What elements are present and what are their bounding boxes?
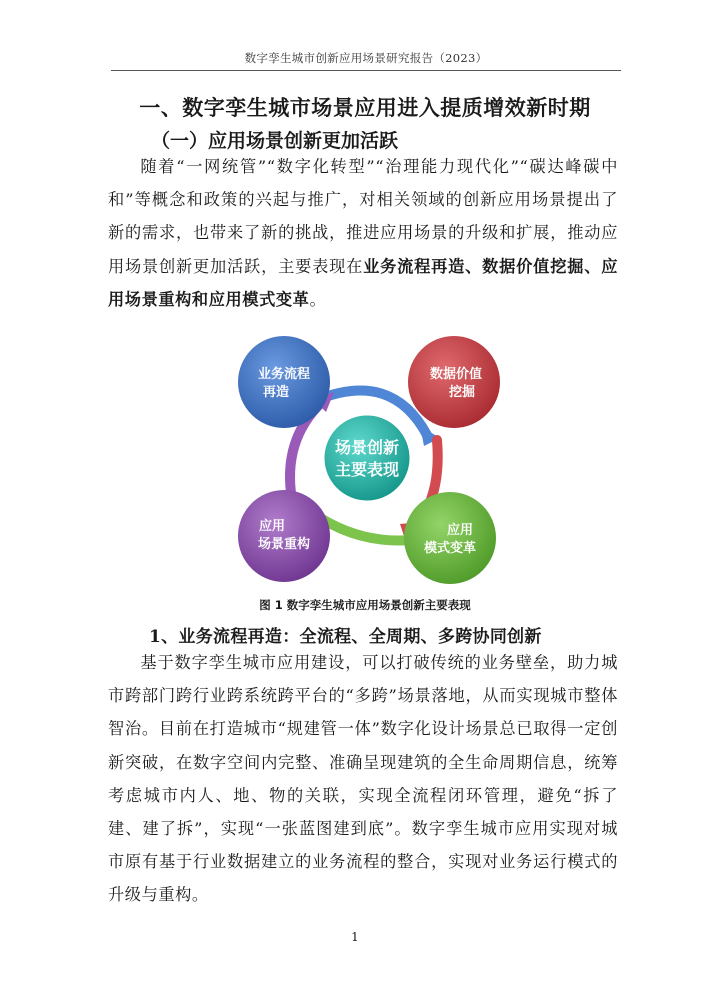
figure-caption: 图 1 数字孪生城市应用场景创新主要表现 (259, 598, 471, 612)
circle-scene-restructure (238, 490, 330, 582)
intro-end: 。 (309, 289, 327, 309)
running-header: 数字孪生城市创新应用场景研究报告（2023） (244, 51, 488, 65)
blue-label-1: 业务流程 (257, 367, 311, 382)
intro-text: 随着“一网统管”“数字化转型”“治理能力现代化”“碳达峰碳中和”等概念和政策的兴起与推广，对相关领域的创新应用场景提出了新的需求，也带来了新的挑战，推进应用场景的升级和扩展，推动应用场景创新更加活跃，主要表现在 (108, 157, 618, 276)
green-label-2: 模式变革 (423, 541, 477, 556)
subsection-title: 1、业务流程再造：全流程、全周期、多跨协同创新 (149, 627, 542, 647)
section-subtitle: （一）应用场景创新更加活跃 (151, 130, 399, 152)
circle-process-reengineering (238, 336, 330, 428)
intro-paragraph (108, 150, 618, 316)
body-paragraph: 基于数字孪生城市应用建设，可以打破传统的业务壁垒，助力城市跨部门跨行业跨系统跨平台的“多跨”场景落地，从而实现城市整体智治。目前在打造城市“规建管一体”数字化设计场景总已取得一定创新突破，在数字空间内完整、准确呈现建筑的全生命周期信息，统筹考虑城市内人、地、物的关联，实现全流程闭环管理，避免“拆了建、建了拆”，实现“一张蓝图建到底”。数字孪生城市应用实现对城市原有基于行业数据建立的业务流程的整合，实现对业务运行模式的升级与重构。 (108, 653, 618, 905)
red-label-1: 数据价值 (429, 367, 483, 382)
innovation-diagram (222, 330, 512, 590)
page-number: 1 (351, 930, 359, 944)
circle-data-value (408, 336, 500, 428)
center-label-2: 主要表现 (334, 460, 400, 479)
section-title: 一、数字孪生城市场景应用进入提质增效新时期 (139, 96, 591, 120)
purple-label-2: 场景重构 (257, 537, 311, 552)
center-label-1: 场景创新 (334, 438, 400, 457)
circle-model-reform (404, 492, 496, 584)
red-label-2: 挖掘 (448, 385, 476, 400)
green-label-1: 应用 (446, 523, 474, 538)
center-circle (323, 414, 411, 502)
header-divider (111, 70, 621, 71)
intro-emphasis: 业务流程再造、数据价值挖掘、应用场景重构和应用模式变革 (108, 256, 618, 309)
blue-label-2: 再造 (262, 385, 290, 400)
purple-label-1: 应用 (258, 519, 286, 534)
